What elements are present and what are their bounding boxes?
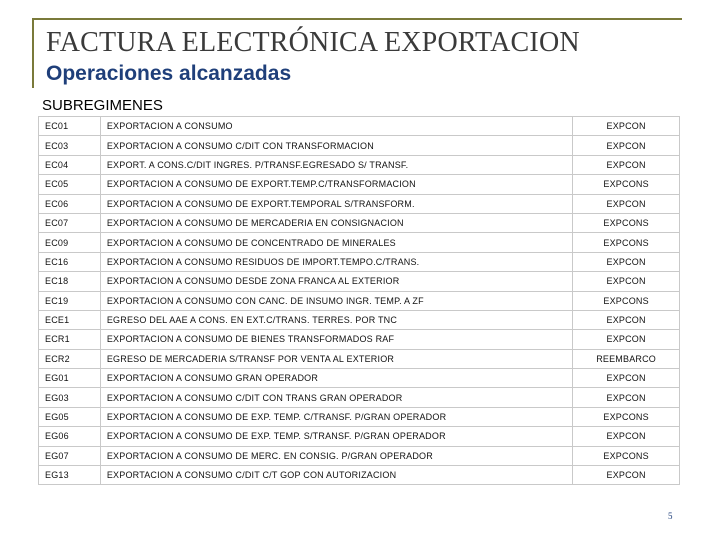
- table-row: [39, 233, 680, 252]
- code-cell: EC07: [39, 213, 101, 232]
- type-cell: EXPCONS: [573, 175, 680, 194]
- description-cell: EXPORTACION A CONSUMO DE EXP. TEMP. C/TRANSF. P/GRAN OPERADOR: [100, 407, 572, 426]
- type-cell: EXPCON: [573, 310, 680, 329]
- table-row: [39, 427, 680, 446]
- description-cell: EXPORTACION A CONSUMO DE BIENES TRANSFORMADOS RAF: [100, 330, 572, 349]
- code-cell: EG03: [39, 388, 101, 407]
- subregimenes-table: [38, 116, 680, 485]
- table-row: [39, 330, 680, 349]
- table-row: [39, 117, 680, 136]
- code-cell: EG13: [39, 466, 101, 485]
- description-cell: EXPORTACION A CONSUMO DE EXPORT.TEMP.C/TRANSFORMACION: [100, 175, 572, 194]
- description-cell: EXPORTACION A CONSUMO DE EXP. TEMP. S/TRANSF. P/GRAN OPERADOR: [100, 427, 572, 446]
- table-row: [39, 310, 680, 329]
- table-row: [39, 194, 680, 213]
- description-cell: EXPORTACION A CONSUMO C/DIT CON TRANS GRAN OPERADOR: [100, 388, 572, 407]
- description-cell: EXPORTACION A CONSUMO DE EXPORT.TEMPORAL S/TRANSFORM.: [100, 194, 572, 213]
- table-row: [39, 466, 680, 485]
- description-cell: EXPORTACION A CONSUMO CON CANC. DE INSUMO INGR. TEMP. A ZF: [100, 291, 572, 310]
- type-cell: EXPCON: [573, 252, 680, 271]
- type-cell: EXPCONS: [573, 233, 680, 252]
- code-cell: ECR2: [39, 349, 101, 368]
- description-cell: EXPORTACION A CONSUMO DE MERC. EN CONSIG. P/GRAN OPERADOR: [100, 446, 572, 465]
- type-cell: EXPCON: [573, 330, 680, 349]
- type-cell: EXPCON: [573, 117, 680, 136]
- code-cell: EC01: [39, 117, 101, 136]
- code-cell: EC05: [39, 175, 101, 194]
- table-row: [39, 136, 680, 155]
- description-cell: EXPORTACION A CONSUMO: [100, 117, 572, 136]
- code-cell: EG06: [39, 427, 101, 446]
- description-cell: EGRESO DE MERCADERIA S/TRANSF POR VENTA AL EXTERIOR: [100, 349, 572, 368]
- type-cell: EXPCON: [573, 155, 680, 174]
- code-cell: EC03: [39, 136, 101, 155]
- table-row: [39, 388, 680, 407]
- description-cell: EXPORTACION A CONSUMO DESDE ZONA FRANCA AL EXTERIOR: [100, 272, 572, 291]
- code-cell: EC18: [39, 272, 101, 291]
- description-cell: EXPORTACION A CONSUMO C/DIT CON TRANSFORMACION: [100, 136, 572, 155]
- table-row: [39, 369, 680, 388]
- code-cell: EG07: [39, 446, 101, 465]
- title-top-rule: [32, 18, 682, 20]
- code-cell: EC19: [39, 291, 101, 310]
- page-number: 5: [668, 511, 673, 521]
- description-cell: EXPORT. A CONS.C/DIT INGRES. P/TRANSF.EGRESADO S/ TRANSF.: [100, 155, 572, 174]
- code-cell: ECE1: [39, 310, 101, 329]
- page-title: FACTURA ELECTRÓNICA EXPORTACION: [46, 27, 580, 58]
- type-cell: EXPCON: [573, 136, 680, 155]
- type-cell: EXPCON: [573, 388, 680, 407]
- code-cell: EG01: [39, 369, 101, 388]
- table-row: [39, 213, 680, 232]
- type-cell: EXPCON: [573, 369, 680, 388]
- code-cell: EC16: [39, 252, 101, 271]
- description-cell: EXPORTACION A CONSUMO GRAN OPERADOR: [100, 369, 572, 388]
- type-cell: EXPCON: [573, 466, 680, 485]
- table-row: [39, 252, 680, 271]
- type-cell: EXPCON: [573, 427, 680, 446]
- code-cell: EC09: [39, 233, 101, 252]
- table-row: [39, 291, 680, 310]
- description-cell: EXPORTACION A CONSUMO DE CONCENTRADO DE MINERALES: [100, 233, 572, 252]
- page-subtitle: Operaciones alcanzadas: [46, 62, 292, 85]
- type-cell: REEMBARCO: [573, 349, 680, 368]
- code-cell: EC06: [39, 194, 101, 213]
- table-row: [39, 446, 680, 465]
- description-cell: EGRESO DEL AAE A CONS. EN EXT.C/TRANS. TERRES. POR TNC: [100, 310, 572, 329]
- description-cell: EXPORTACION A CONSUMO C/DIT C/T GOP CON AUTORIZACION: [100, 466, 572, 485]
- description-cell: EXPORTACION A CONSUMO RESIDUOS DE IMPORT.TEMPO.C/TRANS.: [100, 252, 572, 271]
- type-cell: EXPCONS: [573, 407, 680, 426]
- table-row: [39, 155, 680, 174]
- code-cell: ECR1: [39, 330, 101, 349]
- code-cell: EG05: [39, 407, 101, 426]
- section-label: SUBREGIMENES: [42, 97, 163, 114]
- table-row: [39, 407, 680, 426]
- description-cell: EXPORTACION A CONSUMO DE MERCADERIA EN CONSIGNACION: [100, 213, 572, 232]
- type-cell: EXPCON: [573, 194, 680, 213]
- type-cell: EXPCONS: [573, 291, 680, 310]
- type-cell: EXPCON: [573, 272, 680, 291]
- title-left-rule: [32, 18, 34, 88]
- type-cell: EXPCONS: [573, 446, 680, 465]
- table-row: [39, 272, 680, 291]
- table-row: [39, 175, 680, 194]
- table-body: [39, 117, 680, 485]
- code-cell: EC04: [39, 155, 101, 174]
- table-row: [39, 349, 680, 368]
- type-cell: EXPCONS: [573, 213, 680, 232]
